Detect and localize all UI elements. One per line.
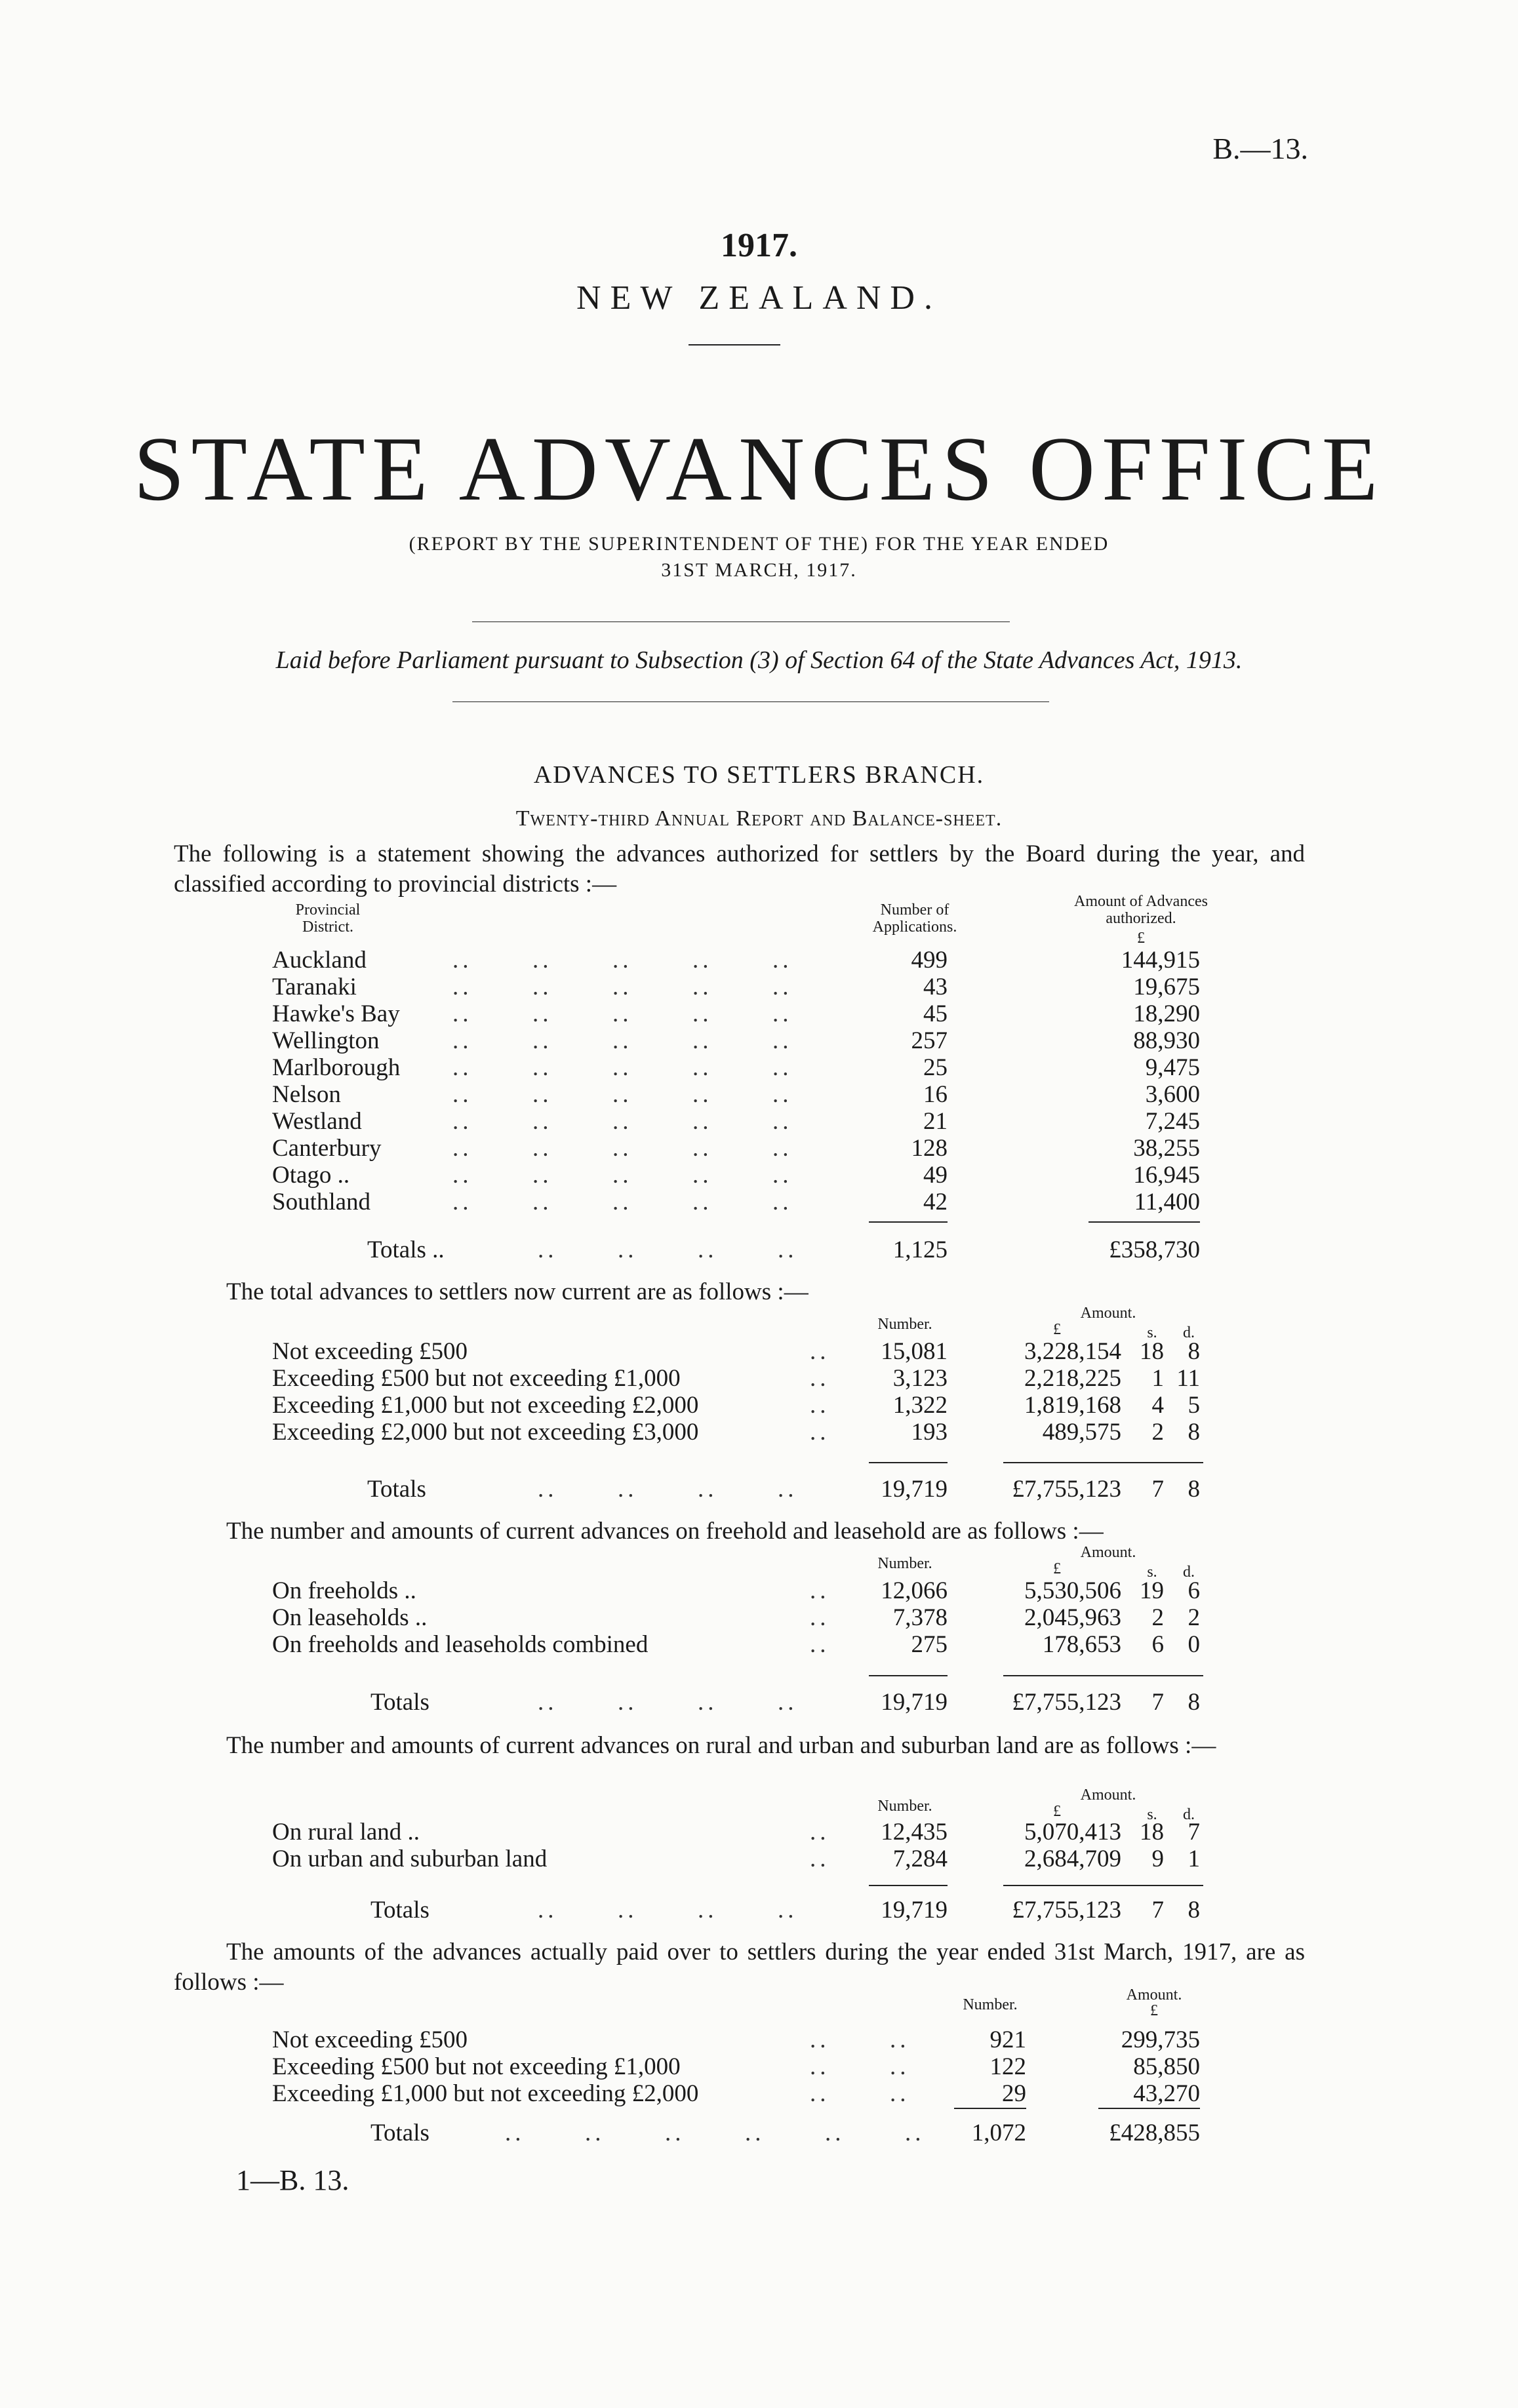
leader-dots: .. .. .. .. .. xyxy=(452,1081,793,1108)
table1-header-amount: Amount of Advances authorized. xyxy=(1074,893,1208,927)
row-pounds: 178,653 xyxy=(1042,1631,1121,1658)
total-label: Totals xyxy=(370,1689,429,1716)
table3-header-number: Number. xyxy=(877,1555,932,1572)
total-shillings: 7 xyxy=(1151,1476,1164,1503)
total-pence: 8 xyxy=(1188,1476,1200,1503)
table2-row xyxy=(0,1418,1518,1446)
table5-total-rule xyxy=(1098,2108,1200,2109)
leader-dots: .. xyxy=(810,1845,830,1872)
table3-total-rule xyxy=(869,1675,948,1676)
table5-header-amount: Amount. xyxy=(1126,1986,1182,2003)
row-shillings: 2 xyxy=(1151,1419,1164,1446)
table1-row xyxy=(0,1188,1518,1215)
laid-before-parliament: Laid before Parliament pursuant to Subsection (3) of Section 64 of the State Advances Act, 1913. xyxy=(275,646,1243,674)
leader-dots: .. .. .. .. .. .. xyxy=(505,2120,925,2146)
leader-dots: .. .. .. .. xyxy=(538,1689,798,1716)
row-amount: 43,270 xyxy=(1133,2080,1200,2107)
district-name: Wellington xyxy=(272,1027,380,1054)
leader-dots: .. .. .. .. .. xyxy=(452,1162,793,1189)
table4-header-amount: Amount. xyxy=(1080,1786,1136,1804)
subtitle xyxy=(0,531,1518,583)
row-number: 193 xyxy=(911,1419,948,1446)
table5-row xyxy=(0,2080,1518,2107)
leader-dots: .. .. .. .. .. xyxy=(452,947,793,974)
total-number: 1,125 xyxy=(892,1236,948,1263)
row-pounds: 3,228,154 xyxy=(1024,1338,1121,1365)
table3-total-row xyxy=(0,1688,1518,1716)
leader-dots: .. .. .. .. .. xyxy=(452,1135,793,1162)
divider xyxy=(689,344,780,345)
applications-count: 42 xyxy=(923,1189,948,1215)
applications-count: 257 xyxy=(911,1027,948,1054)
table2-total-rule xyxy=(869,1462,948,1463)
table3-unit-pence: d. xyxy=(1183,1564,1195,1581)
leader-dots: .. .. .. .. .. xyxy=(452,1054,793,1081)
table4-total-row xyxy=(0,1896,1518,1924)
table1-row xyxy=(0,1107,1518,1135)
district-name: Southland xyxy=(272,1189,371,1215)
row-pence: 8 xyxy=(1188,1419,1200,1446)
table5-row xyxy=(0,2026,1518,2053)
table4-unit-pence: d. xyxy=(1183,1806,1195,1823)
district-name: Nelson xyxy=(272,1081,341,1108)
row-pence: 1 xyxy=(1188,1845,1200,1872)
amount-authorized: 88,930 xyxy=(1133,1027,1200,1054)
row-shillings: 2 xyxy=(1151,1604,1164,1631)
table1-header-district: Provincial District. xyxy=(295,901,361,936)
total-number: 1,072 xyxy=(971,2120,1026,2146)
row-pence: 0 xyxy=(1188,1631,1200,1658)
table2-unit-shillings: s. xyxy=(1147,1324,1157,1341)
divider xyxy=(452,701,1049,702)
page-footer: 1—B. 13. xyxy=(236,2164,350,2196)
report-title: Twenty-third Annual Report and Balance-sheet. xyxy=(515,806,1003,831)
table5-intro: The amounts of the advances actually paid over to settlers during the year ended 31st March, 1917, are as follows :— xyxy=(174,1939,1305,1996)
country-heading: NEW ZEALAND. xyxy=(576,279,942,317)
table3-header-amount: Amount. xyxy=(1080,1544,1136,1561)
district-name: Auckland xyxy=(272,947,367,974)
row-label: Exceeding £500 but not exceeding £1,000 xyxy=(272,1365,681,1392)
row-shillings: 18 xyxy=(1140,1819,1164,1845)
table3-total-rule xyxy=(1003,1675,1203,1676)
row-pence: 11 xyxy=(1176,1365,1200,1392)
applications-count: 16 xyxy=(923,1081,948,1108)
table4-header-number: Number. xyxy=(877,1798,932,1815)
subtitle-line-1: (REPORT BY THE SUPERINTENDENT OF THE) FOR THE YEAR ENDED xyxy=(409,533,1109,555)
table5-header-number: Number. xyxy=(963,1996,1018,2013)
table5-total-row xyxy=(0,2119,1518,2146)
table2-intro: The total advances to settlers now current are as follows :— xyxy=(226,1278,809,1305)
table3-unit-shillings: s. xyxy=(1147,1564,1157,1581)
row-number: 29 xyxy=(1002,2080,1026,2107)
row-number: 12,435 xyxy=(881,1819,948,1845)
table3-unit-pounds: £ xyxy=(1053,1560,1061,1577)
table1-total-rule xyxy=(869,1221,948,1223)
table4-row xyxy=(0,1818,1518,1845)
table1-row xyxy=(0,1080,1518,1108)
total-number: 19,719 xyxy=(881,1897,948,1924)
amount-authorized: 7,245 xyxy=(1145,1108,1200,1135)
row-label: On freeholds and leaseholds combined xyxy=(272,1631,649,1658)
applications-count: 49 xyxy=(923,1162,948,1189)
table1-header-number: Number of Applications. xyxy=(872,901,957,936)
leader-dots: .. .. .. .. xyxy=(538,1897,798,1924)
leader-dots: .. xyxy=(810,1604,830,1631)
leader-dots: .. .. .. .. .. xyxy=(452,974,793,1000)
table2-header-amount: Amount. xyxy=(1080,1305,1136,1322)
table5-header-unit: £ xyxy=(1150,2002,1158,2019)
table4-unit-shillings: s. xyxy=(1147,1806,1157,1823)
leader-dots: .. .. xyxy=(810,2080,910,2107)
leader-dots: .. .. .. .. .. xyxy=(452,1027,793,1054)
district-name: Hawke's Bay xyxy=(272,1000,400,1027)
total-label: Totals xyxy=(370,1897,429,1924)
row-label: On freeholds .. xyxy=(272,1577,416,1604)
row-number: 1,322 xyxy=(892,1392,948,1419)
table1-row xyxy=(0,973,1518,1000)
applications-count: 43 xyxy=(923,974,948,1000)
amount-authorized: 9,475 xyxy=(1145,1054,1200,1081)
table1-total-rule xyxy=(1089,1221,1200,1223)
leader-dots: .. xyxy=(810,1819,830,1845)
row-number: 122 xyxy=(989,2053,1026,2080)
total-amount: £358,730 xyxy=(1109,1236,1200,1263)
row-pounds: 1,819,168 xyxy=(1024,1392,1121,1419)
row-label: Exceeding £1,000 but not exceeding £2,000 xyxy=(272,2080,699,2107)
table1-header-unit: £ xyxy=(1137,930,1145,947)
leader-dots: .. .. .. .. xyxy=(538,1476,798,1503)
row-shillings: 4 xyxy=(1151,1392,1164,1419)
row-amount: 85,850 xyxy=(1133,2053,1200,2080)
row-number: 7,284 xyxy=(892,1845,948,1872)
applications-count: 25 xyxy=(923,1054,948,1081)
total-pence: 8 xyxy=(1188,1689,1200,1716)
row-pounds: 5,530,506 xyxy=(1024,1577,1121,1604)
document-reference: B.—13. xyxy=(1212,132,1308,165)
leader-dots: .. xyxy=(810,1338,830,1365)
leader-dots: .. .. .. .. .. xyxy=(452,1189,793,1215)
leader-dots: .. xyxy=(810,1392,830,1419)
row-label: On urban and suburban land xyxy=(272,1845,548,1872)
row-amount: 299,735 xyxy=(1121,2026,1200,2053)
total-label: Totals .. xyxy=(367,1236,445,1263)
row-pounds: 2,684,709 xyxy=(1024,1845,1121,1872)
row-number: 7,378 xyxy=(892,1604,948,1631)
table2-unit-pence: d. xyxy=(1183,1324,1195,1341)
table1-row xyxy=(0,1027,1518,1054)
table5-row xyxy=(0,2053,1518,2080)
row-label: On leaseholds .. xyxy=(272,1604,428,1631)
row-pounds: 2,218,225 xyxy=(1024,1365,1121,1392)
district-name: Otago .. xyxy=(272,1162,350,1189)
district-name: Marlborough xyxy=(272,1054,401,1081)
leader-dots: .. .. .. .. .. xyxy=(452,1108,793,1135)
table4-total-rule xyxy=(869,1885,948,1886)
table5-total-rule xyxy=(954,2108,1026,2109)
total-number: 19,719 xyxy=(881,1689,948,1716)
table3-row xyxy=(0,1604,1518,1631)
amount-authorized: 11,400 xyxy=(1134,1189,1200,1215)
table1-row xyxy=(0,946,1518,974)
leader-dots: .. .. xyxy=(810,2053,910,2080)
row-label: Not exceeding £500 xyxy=(272,2026,468,2053)
row-pence: 2 xyxy=(1188,1604,1200,1631)
applications-count: 128 xyxy=(911,1135,948,1162)
amount-authorized: 3,600 xyxy=(1145,1081,1200,1108)
total-pounds: £7,755,123 xyxy=(1012,1476,1121,1503)
total-pence: 8 xyxy=(1188,1897,1200,1924)
table1-row xyxy=(0,1000,1518,1027)
leader-dots: .. .. xyxy=(810,2026,910,2053)
row-pence: 7 xyxy=(1188,1819,1200,1845)
row-shillings: 9 xyxy=(1151,1845,1164,1872)
row-pounds: 489,575 xyxy=(1042,1419,1121,1446)
amount-authorized: 19,675 xyxy=(1133,974,1200,1000)
total-shillings: 7 xyxy=(1151,1897,1164,1924)
row-number: 921 xyxy=(989,2026,1026,2053)
branch-title: ADVANCES TO SETTLERS BRANCH. xyxy=(533,761,985,789)
leader-dots: .. xyxy=(810,1365,830,1392)
table3-row xyxy=(0,1577,1518,1604)
district-name: Canterbury xyxy=(272,1135,382,1162)
total-pounds: £7,755,123 xyxy=(1012,1897,1121,1924)
row-shillings: 1 xyxy=(1151,1365,1164,1392)
row-pence: 6 xyxy=(1188,1577,1200,1604)
total-shillings: 7 xyxy=(1151,1689,1164,1716)
table3-row xyxy=(0,1630,1518,1658)
amount-authorized: 38,255 xyxy=(1133,1135,1200,1162)
leader-dots: .. xyxy=(810,1631,830,1658)
total-label: Totals xyxy=(370,2120,429,2146)
page-title: STATE ADVANCES OFFICE xyxy=(133,418,1385,520)
row-number: 12,066 xyxy=(881,1577,948,1604)
row-shillings: 6 xyxy=(1151,1631,1164,1658)
amount-authorized: 144,915 xyxy=(1121,947,1200,974)
row-number: 15,081 xyxy=(881,1338,948,1365)
row-pounds: 5,070,413 xyxy=(1024,1819,1121,1845)
table2-unit-pounds: £ xyxy=(1053,1321,1061,1338)
amount-authorized: 16,945 xyxy=(1133,1162,1200,1189)
table3-intro: The number and amounts of current advances on freehold and leasehold are as follows :— xyxy=(226,1518,1104,1545)
table2-row xyxy=(0,1337,1518,1365)
applications-count: 21 xyxy=(923,1108,948,1135)
total-amount: £428,855 xyxy=(1109,2120,1200,2146)
amount-authorized: 18,290 xyxy=(1133,1000,1200,1027)
row-pounds: 2,045,963 xyxy=(1024,1604,1121,1631)
table2-total-rule xyxy=(1003,1462,1203,1463)
leader-dots: .. .. .. .. xyxy=(538,1236,798,1263)
total-label: Totals xyxy=(367,1476,426,1503)
table1-total-row xyxy=(0,1236,1518,1263)
applications-count: 45 xyxy=(923,1000,948,1027)
row-pence: 5 xyxy=(1188,1392,1200,1419)
row-shillings: 19 xyxy=(1140,1577,1164,1604)
table4-intro: The number and amounts of current advances on rural and urban and suburban land are as follows :— xyxy=(226,1732,1216,1759)
row-label: Not exceeding £500 xyxy=(272,1338,468,1365)
row-label: Exceeding £500 but not exceeding £1,000 xyxy=(272,2053,681,2080)
row-label: Exceeding £2,000 but not exceeding £3,000 xyxy=(272,1419,699,1446)
leader-dots: .. xyxy=(810,1577,830,1604)
total-pounds: £7,755,123 xyxy=(1012,1689,1121,1716)
subtitle-line-2: 31ST MARCH, 1917. xyxy=(661,559,857,581)
district-name: Westland xyxy=(272,1108,362,1135)
table2-total-row xyxy=(0,1475,1518,1503)
total-number: 19,719 xyxy=(881,1476,948,1503)
row-number: 275 xyxy=(911,1631,948,1658)
row-number: 3,123 xyxy=(892,1365,948,1392)
table2-row xyxy=(0,1364,1518,1392)
table4-total-rule xyxy=(1003,1885,1203,1886)
table1-row xyxy=(0,1134,1518,1162)
row-label: Exceeding £1,000 but not exceeding £2,000 xyxy=(272,1392,699,1419)
intro-paragraph: The following is a statement showing the advances authorized for settlers by the Board during the year, and classified according to provincial districts :— xyxy=(174,840,1305,898)
table4-unit-pounds: £ xyxy=(1053,1803,1061,1820)
row-label: On rural land .. xyxy=(272,1819,420,1845)
leader-dots: .. xyxy=(810,1419,830,1446)
row-shillings: 18 xyxy=(1140,1338,1164,1365)
year-heading: 1917. xyxy=(721,227,797,264)
applications-count: 499 xyxy=(911,947,948,974)
table2-header-number: Number. xyxy=(877,1316,932,1333)
leader-dots: .. .. .. .. .. xyxy=(452,1000,793,1027)
table1-row xyxy=(0,1161,1518,1189)
row-pence: 8 xyxy=(1188,1338,1200,1365)
table2-row xyxy=(0,1391,1518,1419)
table4-row xyxy=(0,1845,1518,1872)
table1-row xyxy=(0,1054,1518,1081)
district-name: Taranaki xyxy=(272,974,357,1000)
